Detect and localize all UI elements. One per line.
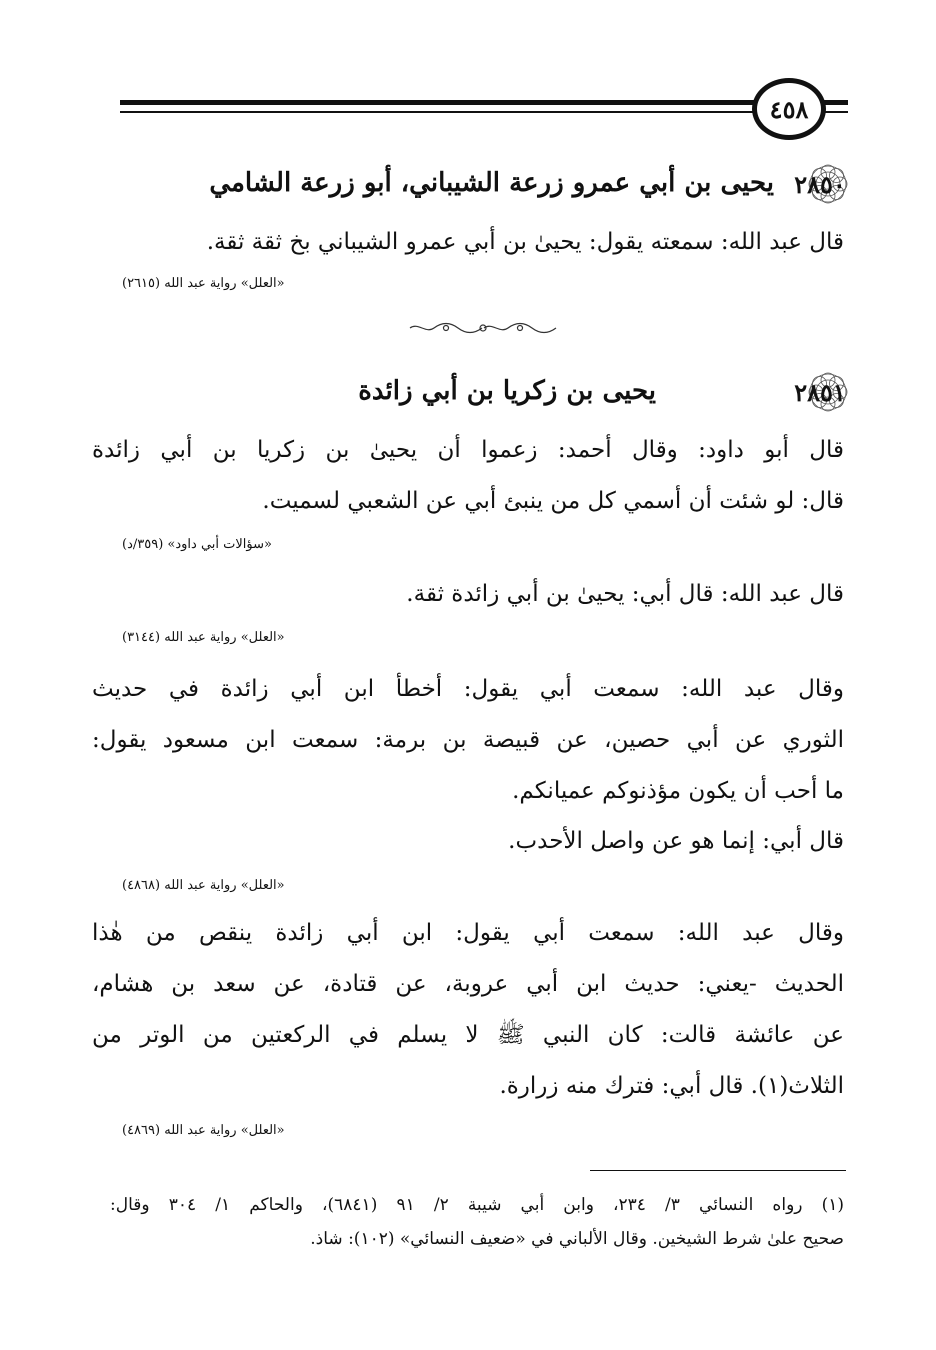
text-line: ما أحب أن يكون مؤذنوكم عميانكم. — [512, 778, 844, 804]
entry-title: يحيى بن زكريا بن أبي زائدة — [358, 376, 656, 406]
text-line: الثلاث(١). قال أبي: فترك منه زرارة. — [499, 1073, 844, 1099]
text-line: قال أبي: إنما هو عن واصل الأحدب. — [508, 828, 844, 854]
entry-number-badge — [792, 166, 852, 206]
text-line: الثوري عن أبي حصين، عن قبيصة بن برمة: سمعت ابن مسعود يقول: — [92, 727, 844, 753]
page-number: ٤٥٨ — [752, 78, 826, 140]
text-line: قال عبد الله: سمعته يقول: يحيىٰ بن أبي عمرو الشيباني بخ ثقة ثقة. — [206, 229, 844, 255]
header-rule — [120, 100, 760, 105]
footnote-line: (١) رواه النسائي ٣/ ٢٣٤، وابن أبي شيبة ٢/ ٩١ (٦٨٤١)، والحاكم ١/ ٣٠٤ وقال: — [110, 1195, 845, 1215]
entry-number-badge — [792, 374, 852, 414]
entry-number: ٢٨٥٠ — [794, 170, 846, 199]
source-citation: «العلل» رواية عبد الله (٢٦١٥) — [122, 276, 285, 291]
text-line: الحديث -يعني: حديث ابن أبي عروبة، عن قتادة، عن سعد بن هشام، — [92, 971, 844, 997]
source-citation: «سؤالات أبي داود» (٣٥٩/د) — [122, 537, 272, 552]
source-citation: «العلل» رواية عبد الله (٤٨٦٨) — [122, 878, 285, 893]
text-line: قال عبد الله: قال أبي: يحيىٰ بن أبي زائدة ثقة. — [406, 581, 844, 607]
entry-title: يحيى بن أبي عمرو زرعة الشيباني، أبو زرعة الشامي — [209, 168, 774, 198]
text-line: وقال عبد الله: سمعت أبي يقول: ابن أبي زائدة ينقص من هٰذا — [92, 920, 844, 946]
text-line: وقال عبد الله: سمعت أبي يقول: أخطأ ابن أبي زائدة في حديث — [92, 676, 844, 702]
footnote-rule — [590, 1170, 846, 1171]
text-line: قال: لو شئت أن أسمي كل من ينبئ أبي عن الشعبي لسميت. — [262, 488, 844, 514]
ornament-divider-icon — [408, 320, 558, 336]
text-line: قال أبو داود: وقال أحمد: زعموا أن يحيىٰ بن زكريا بن أبي زائدة — [92, 437, 844, 463]
entry-number: ٢٨٥١ — [794, 378, 846, 407]
text-line: عن عائشة قالت: كان النبي ﷺ لا يسلم في الركعتين من الوتر من — [92, 1022, 844, 1048]
footnote-line: صحيح علىٰ شرط الشيخين. وقال الألباني في «ضعيف النسائي» (١٠٢): شاذ. — [310, 1229, 844, 1249]
header-rule-thin — [120, 111, 760, 113]
source-citation: «العلل» رواية عبد الله (٣١٤٤) — [122, 630, 285, 645]
source-citation: «العلل» رواية عبد الله (٤٨٦٩) — [122, 1123, 285, 1138]
